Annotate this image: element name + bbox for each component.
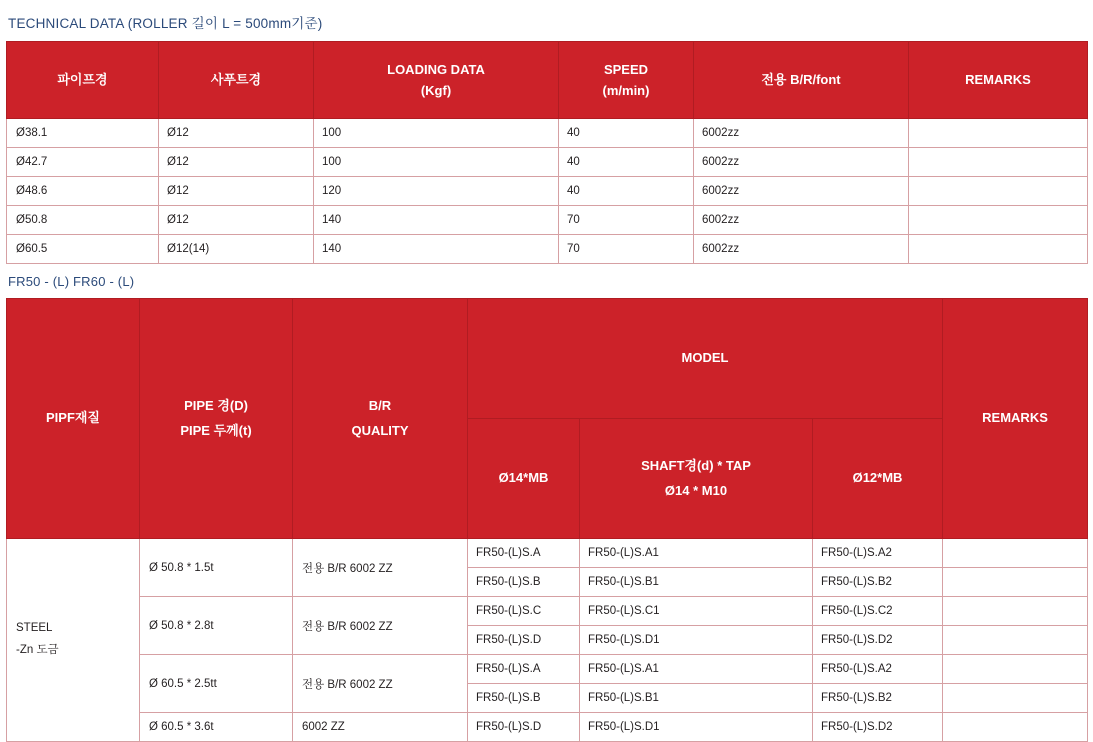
table-row	[7, 235, 1088, 264]
cell-model-shaft-tap: FR50-(L)S.D1	[580, 626, 813, 655]
cell-br-quality: 전용 B/R 6002 ZZ	[293, 597, 468, 655]
cell-model-14mb: FR50-(L)S.A	[468, 539, 580, 568]
cell-model-12mb: FR50-(L)S.A2	[813, 539, 943, 568]
cell-shaft-diameter: Ø12(14)	[159, 235, 314, 264]
column-header-remarks	[909, 42, 1088, 119]
cell-bearing: 6002zz	[694, 177, 909, 206]
column-header-line2: PIPE 두께(t)	[180, 422, 252, 438]
column-header-model-group	[468, 299, 943, 419]
column-header-model-14mb: Ø14*MB	[468, 419, 580, 539]
column-header-br-quality	[293, 299, 468, 539]
cell-br-quality: 6002 ZZ	[293, 713, 468, 742]
cell-br-quality: 전용 B/R 6002 ZZ	[293, 655, 468, 713]
technical-data-table-body	[7, 119, 1088, 264]
model-table-head	[7, 299, 1088, 539]
cell-pipe-spec: Ø 60.5 * 3.6t	[140, 713, 293, 742]
cell-pipe-diameter: Ø38.1	[7, 119, 159, 148]
table-header-row	[7, 42, 1088, 119]
cell-shaft-diameter: Ø12	[159, 148, 314, 177]
cell-remarks	[909, 235, 1088, 264]
column-header-bearing-font	[694, 42, 909, 119]
cell-model-shaft-tap: FR50-(L)S.D1	[580, 713, 813, 742]
table-row	[7, 655, 1088, 684]
cell-remarks	[943, 684, 1088, 713]
cell-pipe-diameter: Ø50.8	[7, 206, 159, 235]
cell-shaft-diameter: Ø12	[159, 177, 314, 206]
cell-remarks	[943, 655, 1088, 684]
column-header-line1: 전용 B/R/font	[761, 72, 841, 88]
column-header-line1: 파이프경	[57, 72, 108, 88]
cell-pipe-diameter: Ø42.7	[7, 148, 159, 177]
column-header-line1: SHAFT경(d) * TAP	[641, 457, 751, 473]
column-header-pipe-diameter	[7, 42, 159, 119]
cell-bearing: 6002zz	[694, 119, 909, 148]
cell-remarks	[943, 568, 1088, 597]
cell-material-line1: STEEL	[16, 622, 53, 635]
column-header-line2: QUALITY	[351, 422, 409, 438]
cell-pipe-diameter: Ø48.6	[7, 177, 159, 206]
cell-material-line2: -Zn 도금	[16, 644, 59, 656]
model-table-body	[7, 539, 1088, 742]
cell-model-14mb: FR50-(L)S.D	[468, 713, 580, 742]
column-header-pipe-spec	[140, 299, 293, 539]
cell-shaft-diameter: Ø12	[159, 206, 314, 235]
cell-model-shaft-tap: FR50-(L)S.B1	[580, 568, 813, 597]
technical-data-caption: TECHNICAL DATA (ROLLER 길이 L = 500mm기준)	[8, 16, 323, 31]
cell-model-14mb: FR50-(L)S.B	[468, 568, 580, 597]
column-header-line2: (m/min)	[602, 83, 650, 98]
table-row	[7, 148, 1088, 177]
technical-data-table-head	[7, 42, 1088, 119]
cell-model-shaft-tap: FR50-(L)S.A1	[580, 655, 813, 684]
column-header-speed	[559, 42, 694, 119]
cell-speed: 70	[559, 235, 694, 264]
cell-model-shaft-tap: FR50-(L)S.B1	[580, 684, 813, 713]
cell-speed: 40	[559, 148, 694, 177]
cell-loading-data: 120	[314, 177, 559, 206]
column-header-line2: (Kgf)	[420, 83, 452, 98]
cell-model-12mb: FR50-(L)S.D2	[813, 713, 943, 742]
table-row	[7, 539, 1088, 568]
column-header-model-12mb: Ø12*MB	[813, 419, 943, 539]
cell-remarks	[909, 119, 1088, 148]
cell-pipe-spec: Ø 50.8 * 1.5t	[140, 539, 293, 597]
cell-remarks	[909, 206, 1088, 235]
model-caption: FR50 - (L) FR60 - (L)	[8, 274, 135, 289]
cell-model-12mb: FR50-(L)S.B2	[813, 568, 943, 597]
column-header-line1: PIPE 경(D)	[184, 397, 248, 413]
cell-model-12mb: FR50-(L)S.A2	[813, 655, 943, 684]
cell-speed: 40	[559, 177, 694, 206]
cell-speed: 40	[559, 119, 694, 148]
cell-remarks	[909, 177, 1088, 206]
cell-remarks	[943, 713, 1088, 742]
column-header-shaft-diameter	[159, 42, 314, 119]
cell-model-shaft-tap: FR50-(L)S.C1	[580, 597, 813, 626]
column-header-line1: SPEED	[603, 61, 649, 77]
cell-bearing: 6002zz	[694, 206, 909, 235]
cell-model-14mb: FR50-(L)S.D	[468, 626, 580, 655]
column-header-remarks: REMARKS	[943, 299, 1088, 539]
cell-shaft-diameter: Ø12	[159, 119, 314, 148]
cell-pipe-spec: Ø 50.8 * 2.8t	[140, 597, 293, 655]
cell-model-14mb: FR50-(L)S.C	[468, 597, 580, 626]
cell-bearing: 6002zz	[694, 235, 909, 264]
cell-loading-data: 100	[314, 148, 559, 177]
cell-model-shaft-tap: FR50-(L)S.A1	[580, 539, 813, 568]
cell-speed: 70	[559, 206, 694, 235]
technical-data-table	[6, 41, 1088, 264]
table-row	[7, 713, 1088, 742]
table-row	[7, 177, 1088, 206]
column-header-line1: B/R	[368, 397, 392, 413]
cell-pipe-diameter: Ø60.5	[7, 235, 159, 264]
column-header-line2: Ø14 * M10	[664, 482, 728, 498]
cell-model-14mb: FR50-(L)S.A	[468, 655, 580, 684]
cell-model-12mb: FR50-(L)S.B2	[813, 684, 943, 713]
cell-pipe-spec: Ø 60.5 * 2.5tt	[140, 655, 293, 713]
cell-model-12mb: FR50-(L)S.C2	[813, 597, 943, 626]
column-header-line1: 사푸트경	[210, 72, 262, 88]
cell-loading-data: 100	[314, 119, 559, 148]
column-header-model-shaft-tap	[580, 419, 813, 539]
column-header-line1: LOADING DATA	[387, 61, 485, 77]
column-header-line1: REMARKS	[965, 72, 1031, 88]
cell-model-14mb: FR50-(L)S.B	[468, 684, 580, 713]
cell-loading-data: 140	[314, 206, 559, 235]
cell-loading-data: 140	[314, 235, 559, 264]
column-header-model-label: MODEL	[681, 350, 729, 366]
model-table	[6, 298, 1088, 742]
cell-material	[7, 539, 140, 742]
cell-remarks	[943, 626, 1088, 655]
table-header-row	[7, 299, 1088, 419]
table-row	[7, 206, 1088, 235]
cell-remarks	[909, 148, 1088, 177]
cell-remarks	[943, 539, 1088, 568]
column-header-material: PIPF재질	[7, 299, 140, 539]
table-row	[7, 597, 1088, 626]
table-row	[7, 119, 1088, 148]
cell-br-quality: 전용 B/R 6002 ZZ	[293, 539, 468, 597]
cell-remarks	[943, 597, 1088, 626]
cell-bearing: 6002zz	[694, 148, 909, 177]
cell-model-12mb: FR50-(L)S.D2	[813, 626, 943, 655]
column-header-loading-data	[314, 42, 559, 119]
